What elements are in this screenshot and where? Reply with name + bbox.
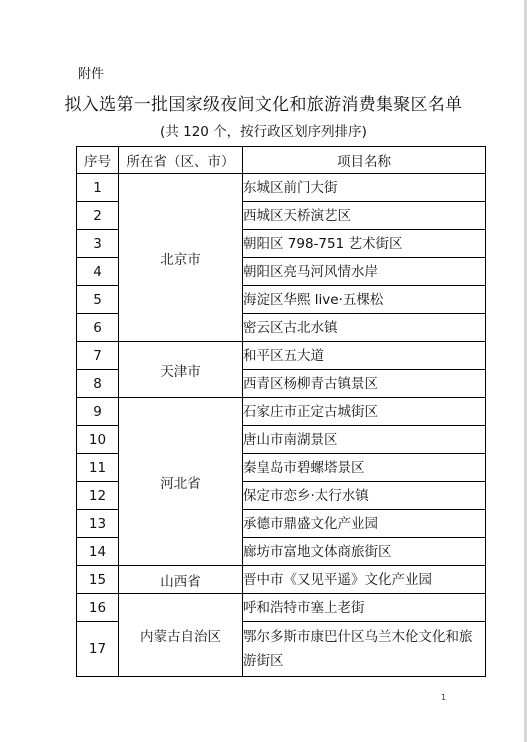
project-name: 东城区前门大街 — [243, 174, 486, 202]
row-number: 2 — [77, 202, 119, 230]
row-number: 15 — [77, 566, 119, 594]
row-number: 14 — [77, 538, 119, 566]
row-number: 16 — [77, 594, 119, 622]
document-title: 拟入选第一批国家级夜间文化和旅游消费集聚区名单 — [64, 95, 463, 115]
project-name: 石家庄市正定古城街区 — [243, 398, 486, 426]
project-name: 保定市恋乡·太行水镇 — [243, 482, 486, 510]
row-number: 4 — [77, 258, 119, 286]
row-number: 17 — [77, 622, 119, 677]
row-number: 1 — [77, 174, 119, 202]
table-row — [77, 594, 486, 622]
project-name: 晋中市《又见平遥》文化产业园 — [243, 566, 486, 594]
region-cell: 内蒙古自治区 — [119, 594, 243, 677]
project-name: 和平区五大道 — [243, 342, 486, 370]
project-name: 廊坊市富地文体商旅街区 — [243, 538, 486, 566]
document-subtitle: (共 120 个，按行政区划序列排序) — [160, 124, 367, 140]
table-row — [77, 566, 486, 594]
project-name: 秦皇岛市碧螺塔景区 — [243, 454, 486, 482]
project-name: 朝阳区 798-751 艺术街区 — [243, 230, 486, 258]
row-number: 6 — [77, 314, 119, 342]
row-number: 7 — [77, 342, 119, 370]
row-number: 11 — [77, 454, 119, 482]
row-number: 3 — [77, 230, 119, 258]
row-number: 8 — [77, 370, 119, 398]
row-number: 13 — [77, 510, 119, 538]
region-cell: 北京市 — [119, 174, 243, 342]
row-number: 12 — [77, 482, 119, 510]
region-cell: 山西省 — [119, 566, 243, 594]
table-row — [77, 398, 486, 426]
row-number: 5 — [77, 286, 119, 314]
page-number: 1 — [441, 693, 447, 702]
project-name: 唐山市南湖景区 — [243, 426, 486, 454]
project-name: 海淀区华熙 live·五棵松 — [243, 286, 486, 314]
attachment-label: 附件 — [78, 67, 105, 82]
region-cell: 河北省 — [119, 398, 243, 566]
project-name: 西城区天桥演艺区 — [243, 202, 486, 230]
project-name: 密云区古北水镇 — [243, 314, 486, 342]
row-number: 10 — [77, 426, 119, 454]
project-name: 承德市鼎盛文化产业园 — [243, 510, 486, 538]
table-header-row — [77, 147, 486, 174]
project-name: 呼和浩特市塞上老街 — [243, 594, 486, 622]
table-row — [77, 174, 486, 202]
project-name: 西青区杨柳青古镇景区 — [243, 370, 486, 398]
header-project-name: 项目名称 — [243, 147, 486, 174]
project-name: 鄂尔多斯市康巴什区乌兰木伦文化和旅游街区 — [243, 622, 486, 677]
header-region: 所在省（区、市） — [119, 147, 243, 174]
header-serial-number: 序号 — [77, 147, 119, 174]
table-row — [77, 342, 486, 370]
project-name: 朝阳区亮马河风情水岸 — [243, 258, 486, 286]
region-cell: 天津市 — [119, 342, 243, 398]
attraction-list-table — [76, 146, 486, 677]
row-number: 9 — [77, 398, 119, 426]
